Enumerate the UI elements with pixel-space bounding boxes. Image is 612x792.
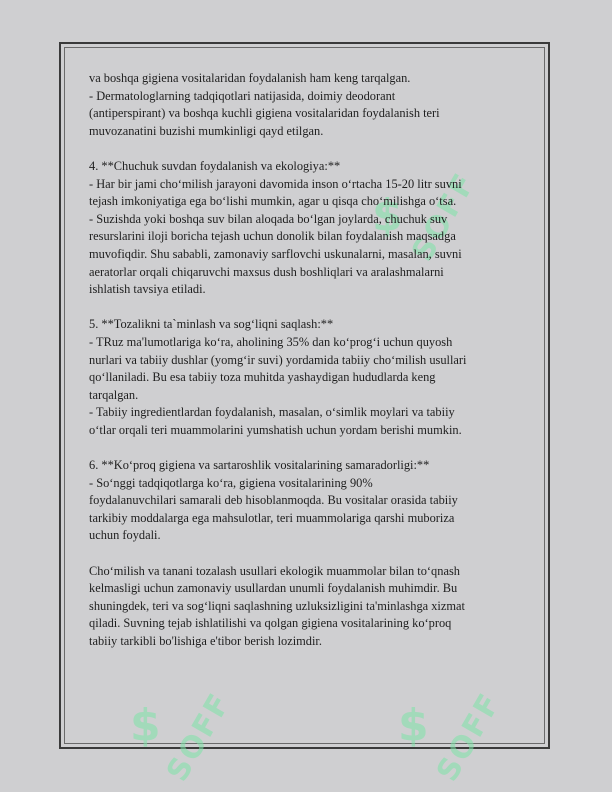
watermark-logo-icon: $ (372, 190, 403, 241)
text-line: - Tabiiy ingredientlardan foydalanish, masalan, o‘simlik moylari va tabiiy (89, 405, 455, 420)
text-line: tejash imkoniyatiga ega bo‘lishi mumkin, agar u qisqa cho‘milishga o‘tsa. (89, 194, 457, 209)
text-line: va boshqa gigiena vositalaridan foydalanish ham keng tarqalgan. (89, 71, 411, 85)
text-line: muvozanatini buzishi mumkinligi qayd etilgan. (89, 123, 324, 138)
text-line: 6. **Ko‘proq gigiena va sartaroshlik vositalarining samaradorligi:** (89, 458, 430, 473)
text-line: qiladi. Suvning tejab ishlatilishi va qolgan gigiena vositalarining ko‘proq (89, 616, 452, 631)
text-line: aeratorlar orqali chiqaruvchi maxsus dush boshliqlari va aralashmalarni (89, 264, 444, 279)
document-body (89, 70, 529, 651)
text-line: tabiiy tarkibli bo'lishiga e'tibor berish lozimdir. (89, 634, 322, 648)
text-line: nurlari va tabiiy dushlar (yomg‘ir suvi) yordamida tabiiy cho‘milish usullari (89, 352, 467, 367)
text-line: 5. **Tozalikni ta`minlash va sog‘liqni saqlash:** (89, 317, 334, 332)
text-line: - Suzishda yoki boshqa suv bilan aloqada bo‘lgan joylarda, chuchuk suv (89, 211, 448, 226)
text-line: Cho‘milish va tanani tozalash usullari ekologik muammolar bilan to‘qnash (89, 563, 460, 578)
text-line: ishlatish tavsiya etiladi. (89, 282, 206, 297)
watermark-text: SOFF (160, 686, 239, 788)
text-line: muvofiqdir. Shu sababli, zamonaviy sarflovchi uskunalarni, masalan, suvni (89, 246, 462, 261)
text-line: tarqalgan. (89, 387, 139, 402)
watermark-logo-icon: $ (130, 700, 161, 751)
blank-line (89, 299, 529, 317)
watermark-logo-icon: $ (398, 700, 429, 751)
text-line: - Har bir jami cho‘milish jarayoni davomida inson o‘rtacha 15-20 litr suvni (89, 176, 462, 191)
text-line: qo‘llaniladi. Bu esa tabiiy toza muhitda yashaydigan hududlarda keng (89, 370, 436, 385)
text-line: - Dermatologlarning tadqiqotlari natijasida, doimiy deodorant (89, 88, 396, 103)
text-line: kelmasligi uchun zamonaviy usullardan unumli foydalanish muhimdir. Bu (89, 581, 458, 596)
text-line: 4. **Chuchuk suvdan foydalanish va ekologiya:** (89, 158, 341, 173)
text-line: shuningdek, teri va sog‘liqni saqlashning uzluksizligini ta'minlashga xizmat (89, 598, 465, 613)
text-line: - So‘nggi tadqiqotlarga ko‘ra, gigiena vositalarining 90% (89, 475, 373, 490)
text-line: - TRuz ma'lumotlariga ko‘ra, aholining 35% dan ko‘prog‘i uchun quyosh (89, 334, 453, 349)
text-line: (antiperspirant) va boshqa kuchli gigiena vositalaridan foydalanish teri (89, 106, 440, 121)
watermark-text: SOFF (430, 686, 509, 788)
text-line: o‘tlar orqali teri muammolarini yumshatish uchun yordam berishi mumkin. (89, 422, 462, 437)
blank-line (89, 140, 529, 158)
text-line: tarkibiy moddalarga ega mahsulotlar, teri muammolariga qarshi muboriza (89, 510, 455, 525)
text-line: foydalanuvchilari samarali deb hisoblanmoqda. Bu vositalar orasida tabiiy (89, 493, 458, 508)
blank-line (89, 545, 529, 563)
blank-line (89, 439, 529, 457)
text-line: resurslarini iloji boricha tejash uchun donolik bilan foydalanish maqsadga (89, 229, 456, 244)
watermark-text: SOFF (405, 166, 484, 268)
text-line: uchun foydali. (89, 528, 161, 543)
